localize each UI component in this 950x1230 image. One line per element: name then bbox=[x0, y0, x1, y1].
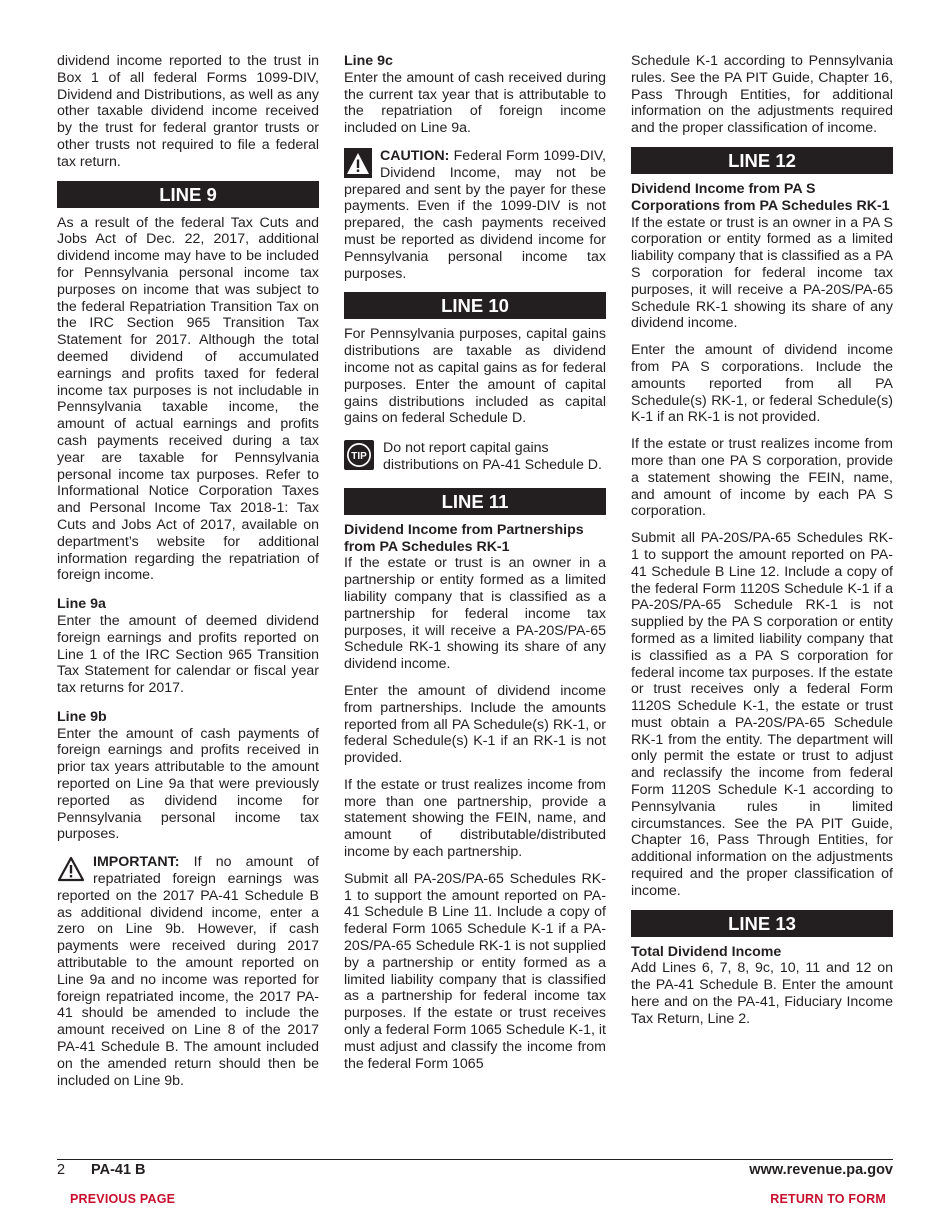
line-13-header: LINE 13 bbox=[631, 910, 893, 937]
line-11-subtitle: Dividend Income from Partnerships from PA Schedules RK-1 bbox=[344, 521, 584, 555]
col1-intro: dividend income reported to the trust in Box 1 of all federal Forms 1099-DIV, Dividend and Distributions, as well as any other taxable dividend income received by the trust for federal grantor trusts or other trusts not required to file a federal tax return. bbox=[57, 53, 319, 170]
previous-page-link[interactable]: PREVIOUS PAGE bbox=[70, 1192, 176, 1206]
line-12-p1: If the estate or trust is an owner in a PA S corporation or entity formed as a limited liability company that is classified as a PA S corporation for federal income tax purposes, it will receive a PA-20S/PA-65 Schedule RK-1 showing its share of any dividend income. bbox=[631, 214, 893, 332]
line-10-header: LINE 10 bbox=[344, 292, 606, 319]
tip-text: Do not report capital gains distributions on PA-41 Schedule D. bbox=[383, 440, 602, 473]
line-11-p4: Submit all PA-20S/PA-65 Schedules RK-1 to support the amount reported on PA-41 Schedule B Line 11. Include a copy of federal Form 1065 Schedule K-1 if a PA-20S/PA-65 Schedule RK-1 is not supplied by a partnership or entity formed as a limited liability company that is classified as a partnership for federal income tax purposes. If the estate or trust receives only a federal Form 1065 Schedule K-1, it must adjust and classify the income from the federal Form 1065 bbox=[344, 870, 606, 1072]
line-12-header: LINE 12 bbox=[631, 147, 893, 174]
form-name: PA-41 B bbox=[91, 1162, 146, 1178]
line-12-p4: Submit all PA-20S/PA-65 Schedules RK-1 to support the amount reported on PA-41 Schedule B Line 12. Include a copy of the federal Form 1120S Schedule K-1 if a PA-20S/PA-65 Schedule RK-1 is not supplied by the PA S corporation or entity formed as a limited liability company that is classified as a PA S corporation for federal income tax purposes. If the estate or trust receives only a federal Form 1120S Schedule K-1, the estate or trust must obtain a PA-20S/PA-65 Schedule RK-1 from the entity. The department will only permit the estate or trust to adjust and reclassify the income from federal Form 1120S Schedule K-1 according to Pennsylvania rules in limited circumstances. See the PA PIT Guide, Chapter 16, Pass Through Entities, for additional information on the adjustments required and the proper classification of income. bbox=[631, 530, 893, 899]
footer-divider bbox=[57, 1159, 893, 1160]
line-11-header: LINE 11 bbox=[344, 488, 606, 515]
line-11-p1: If the estate or trust is an owner in a partnership or entity formed as a limited liability company that is classified as a partnership for federal income tax purposes, it will receive a PA-20S/PA-65 Schedule RK-1 showing its share of any dividend income. bbox=[344, 555, 606, 673]
warning-square-icon bbox=[344, 148, 372, 178]
column-3 bbox=[631, 53, 893, 1028]
line-9c-title: Line 9c bbox=[344, 53, 393, 69]
line-9b-title: Line 9b bbox=[57, 708, 107, 725]
website-link[interactable]: www.revenue.pa.gov bbox=[749, 1162, 893, 1178]
line-13-text: Add Lines 6, 7, 8, 9c, 10, 11 and 12 on the PA-41 Schedule B. Enter the amount here and on the PA-41, Fiduciary Income Tax Return, Line 2. bbox=[631, 960, 893, 1027]
tip-icon-label: TIP bbox=[351, 451, 367, 463]
line-12-subtitle: Dividend Income from PA S Corporations from PA Schedules RK-1 bbox=[631, 180, 890, 214]
return-to-form-link[interactable]: RETURN TO FORM bbox=[770, 1192, 886, 1206]
column-2 bbox=[344, 53, 606, 1072]
page-number: 2 bbox=[57, 1162, 66, 1178]
tip-notice bbox=[344, 440, 606, 474]
line-9-header: LINE 9 bbox=[57, 181, 319, 208]
line-11-p3: If the estate or trust realizes income from more than one partnership, provide a statement showing the FEIN, name, and amount of distributable/distributed income by each partnership. bbox=[344, 776, 606, 861]
line-12-p2: Enter the amount of dividend income from PA S corporations. Include the amounts reported from all PA Schedule(s) RK-1, or federal Schedule(s) K-1 if an RK-1 is not provided. bbox=[631, 342, 893, 426]
important-notice bbox=[57, 854, 319, 1089]
column-1 bbox=[57, 53, 319, 1089]
tip-icon bbox=[344, 440, 374, 470]
important-label: IMPORTANT: bbox=[93, 854, 180, 871]
caution-label: CAUTION: bbox=[380, 147, 450, 164]
important-text: If no amount of repatriated foreign earnings was reported on the 2017 PA-41 Schedule B as additional dividend income, enter a zero on Line 9b. However, if cash payments were received during 2017 attributable to the amount reported on Line 9a and no income was reported for foreign repatriated income, the 2017 PA-41 should be amended to include the amount received on Line 8 of the 2017 PA-41 Schedule B. The amount included on the amended return should then be included on Line 9b. bbox=[57, 854, 319, 1089]
line-9c-text: Enter the amount of cash received during the current tax year that is attributable to the repatriation of foreign income included on Line 9a. bbox=[344, 69, 606, 137]
line-12-p3: If the estate or trust realizes income from more than one PA S corporation, provide a statement showing the FEIN, name, and amount of income by each PA S corporation. bbox=[631, 436, 893, 520]
line-9a-title: Line 9a bbox=[57, 596, 106, 613]
line-11-p2: Enter the amount of dividend income from partnerships. Include the amounts reported from all PA Schedule(s) RK-1, or federal Schedule(s) K-1 if an RK-1 is not provided. bbox=[344, 682, 606, 767]
caution-text: Federal Form 1099-DIV, Dividend Income, may not be prepared and sent by the payer for these payments. Even if the 1099-DIV is not prepared, the cash payments received must be reported as dividend income for Pennsylvania personal income tax purposes. bbox=[344, 147, 606, 282]
warning-triangle-icon bbox=[57, 854, 85, 884]
col3-intro: Schedule K-1 according to Pennsylvania rules. See the PA PIT Guide, Chapter 16, Pass Through Entities, for additional information on the adjustments required and the proper classification of income. bbox=[631, 53, 893, 137]
line-9a-text: Enter the amount of deemed dividend foreign earnings and profits reported on Line 1 of the IRC Section 965 Transition Tax Statement for calendar or fiscal year tax returns for 2017. bbox=[57, 612, 319, 697]
line-9b-text: Enter the amount of cash payments of foreign earnings and profits received in prior tax years attributable to the amount reported on Line 9a that were previously reported as dividend income for Pennsylvania personal income tax purposes. bbox=[57, 725, 319, 843]
line-13-subtitle: Total Dividend Income bbox=[631, 943, 782, 960]
caution-notice bbox=[344, 148, 606, 282]
line-9-text: As a result of the federal Tax Cuts and Jobs Act of Dec. 22, 2017, additional dividend income may have to be included for Pennsylvania personal income tax purposes on income that was subject to the federal Repatriation Transition Tax on the IRC Section 965 Transition Tax Statement for 2017. Although the total deemed dividend of accumulated earnings and profits taxed for federal income tax purposes is not includable in Pennsylvania taxable income, the amount of actual earnings and profits cash payments received during a tax year are taxable for Pennsylvania personal income tax purposes. Refer to Informational Notice Corporation Taxes and Personal Income Tax 2018-1: Tax Cuts and Jobs Act of 2017, available on department’s website for additional information regarding the repatriation of foreign income. bbox=[57, 214, 319, 584]
line-10-text: For Pennsylvania purposes, capital gains distributions are taxable as dividend income not as capital gains as for federal purposes. Enter the amount of capital gains distributions included as capital gains on federal Schedule D. bbox=[344, 326, 606, 427]
